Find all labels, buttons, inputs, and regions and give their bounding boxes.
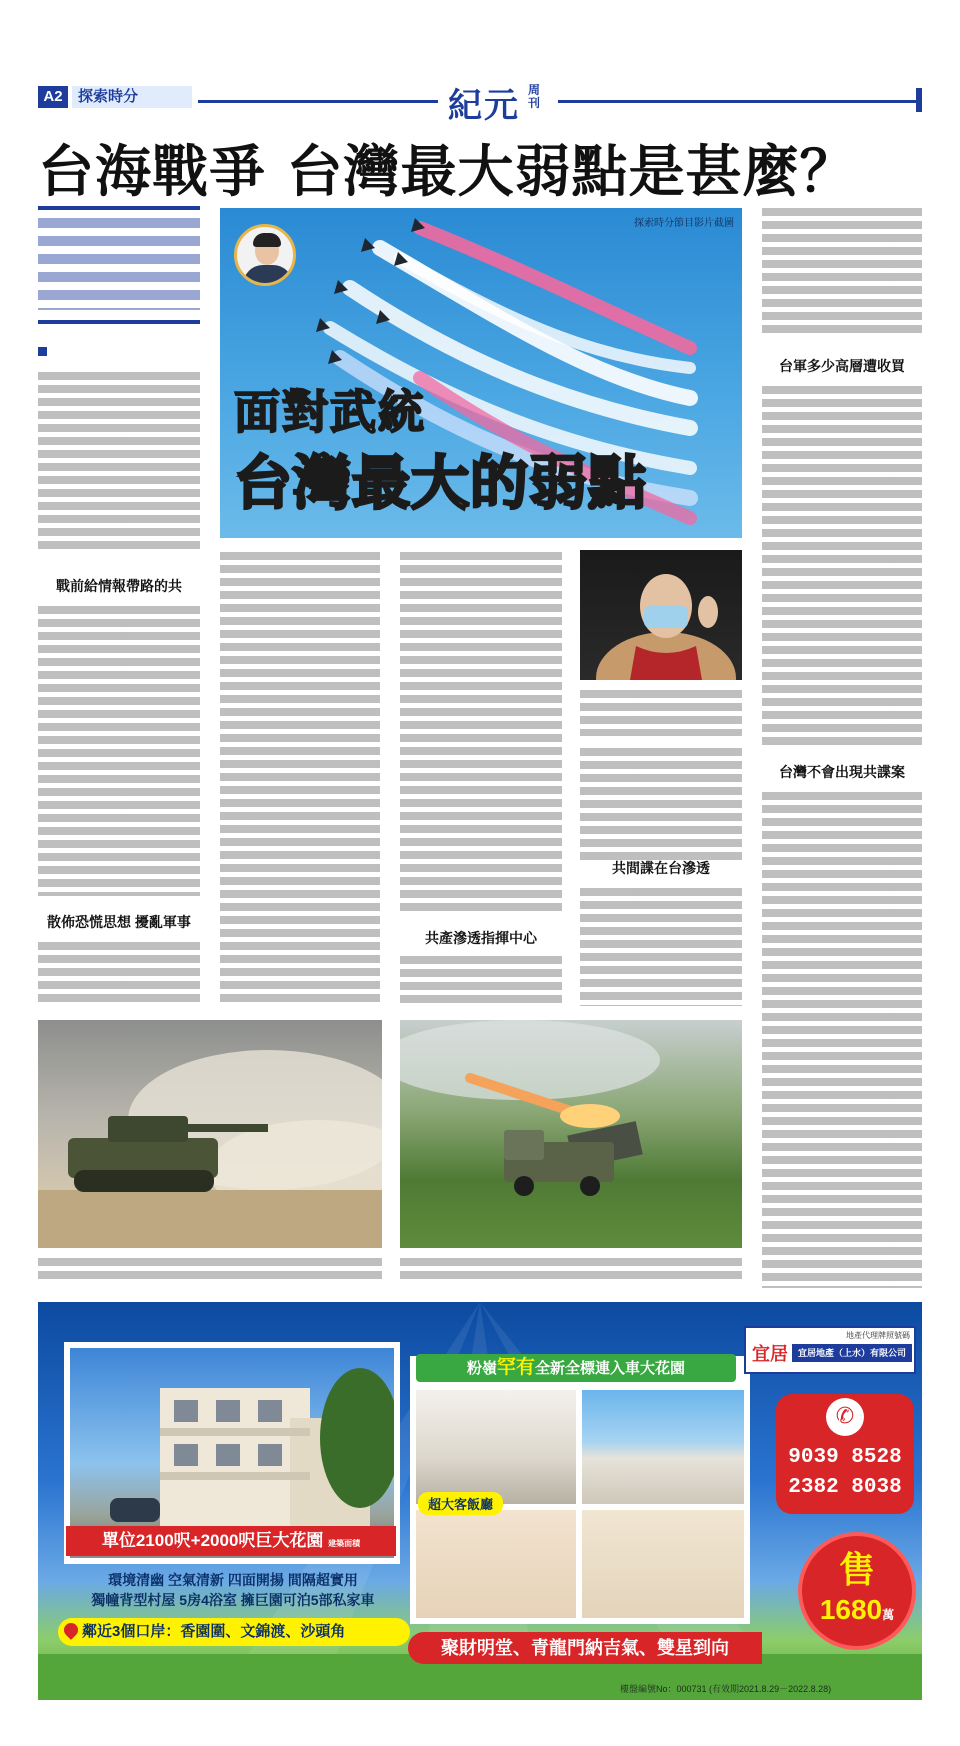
article-col5-block1 (762, 208, 922, 338)
ad-price-badge (798, 1532, 916, 1650)
brand-subtitle: 周刊 (528, 83, 541, 110)
header-rule-right (558, 100, 918, 103)
header-rule-cap (916, 88, 922, 112)
photo-rocket-caption (400, 1258, 742, 1284)
ad-slogan: 聚財明堂、青龍門納吉氣、雙星到向 (408, 1632, 762, 1664)
article-col5-block3 (762, 792, 922, 1288)
article-col2 (220, 552, 380, 1002)
lede-text (38, 218, 200, 310)
article-col4-block1 (580, 748, 742, 860)
header-rule-left (198, 100, 438, 103)
hero-graphic (220, 208, 742, 538)
tank-scene (38, 1020, 382, 1248)
ad-phone-box (776, 1394, 914, 1514)
suspect-figure (580, 550, 742, 680)
subhead-1: 戰前給情報帶路的共 (56, 578, 182, 594)
rocket-scene (400, 1020, 742, 1248)
ad-gallery (410, 1356, 750, 1624)
hero-credit: 探索時分節目影片截圖 (634, 218, 734, 229)
gallery-interior-1 (416, 1390, 576, 1504)
photo-suspect (580, 550, 742, 680)
gallery-rooftop (582, 1390, 744, 1504)
page-headline: 台海戰爭 台灣最大弱點是甚麼？ (38, 140, 857, 205)
page-number: A2 (38, 86, 68, 108)
hero-title-line1: 面對武統 (234, 385, 426, 439)
subhead-3: 共產滲透指揮中心 (425, 930, 537, 946)
photo-tank-caption (38, 1258, 382, 1284)
property-advertisement (38, 1302, 922, 1700)
ad-sale-label: 售 (838, 1550, 875, 1591)
host-avatar (234, 224, 296, 286)
ad-size-tag: 單位2100呎+2000呎巨大花園 建築面積 (66, 1526, 396, 1556)
article-col1-block2 (38, 606, 200, 896)
ad-company-reg: 地產代理牌照號碼 (846, 1331, 910, 1340)
location-pin-icon (61, 1620, 81, 1640)
byline (38, 346, 200, 358)
subhead-4: 共間諜在台滲透 (612, 860, 710, 876)
masthead (38, 82, 922, 126)
article-col4-block2 (580, 888, 742, 1006)
gallery-interior-3 (582, 1510, 744, 1618)
article-col3-block2 (400, 956, 562, 1006)
subhead-6: 台灣不會出現共諜案 (779, 764, 905, 780)
lede-box (38, 206, 200, 324)
photo-rocket-launcher (400, 1020, 742, 1248)
section-name: 探索時分 (72, 86, 192, 108)
ad-price: 1680萬 (819, 1594, 895, 1625)
ad-phone-2: 2382 8038 (788, 1476, 902, 1499)
gallery-interior-2 (416, 1510, 576, 1618)
phone-icon: ✆ (826, 1398, 864, 1436)
hero-title-line2: 台灣最大的弱點 (234, 449, 648, 517)
article-col1-block1 (38, 372, 200, 550)
photo-tank (38, 1020, 382, 1248)
ad-phone-1: 9039 8528 (788, 1446, 902, 1469)
ad-company-logo: 宜居 (752, 1344, 788, 1364)
photo-suspect-caption (580, 690, 742, 736)
ad-location: 鄰近3個口岸：香園圍、文錦渡、沙頭角 (58, 1618, 410, 1646)
subhead-5: 台軍多少高層遭收買 (779, 358, 905, 374)
article-col3-block1 (400, 552, 562, 914)
ad-license: 樓盤編號No：000731 (有效期2021.8.29－2022.8.28) (620, 1684, 832, 1694)
ad-living-room-label: 超大客飯廳 (418, 1492, 503, 1515)
subhead-2: 散佈恐慌思想 擾亂軍事 (47, 914, 191, 930)
ad-features: 環境清幽 空氣清新 四面開揚 間隔超實用 獨幢背型村屋 5房4浴室 擁巨園可泊5部私家車 (91, 1572, 375, 1608)
brand-logo: 紀元 (448, 86, 520, 126)
article-col5-block2 (762, 386, 922, 748)
ad-gallery-title: 粉嶺罕有全新全標連入車大花園 (416, 1354, 736, 1382)
ad-company-badge (744, 1326, 916, 1374)
ad-company-name: 宜居地產（上水）有限公司 (792, 1344, 912, 1362)
article-col1-block3 (38, 942, 200, 1006)
